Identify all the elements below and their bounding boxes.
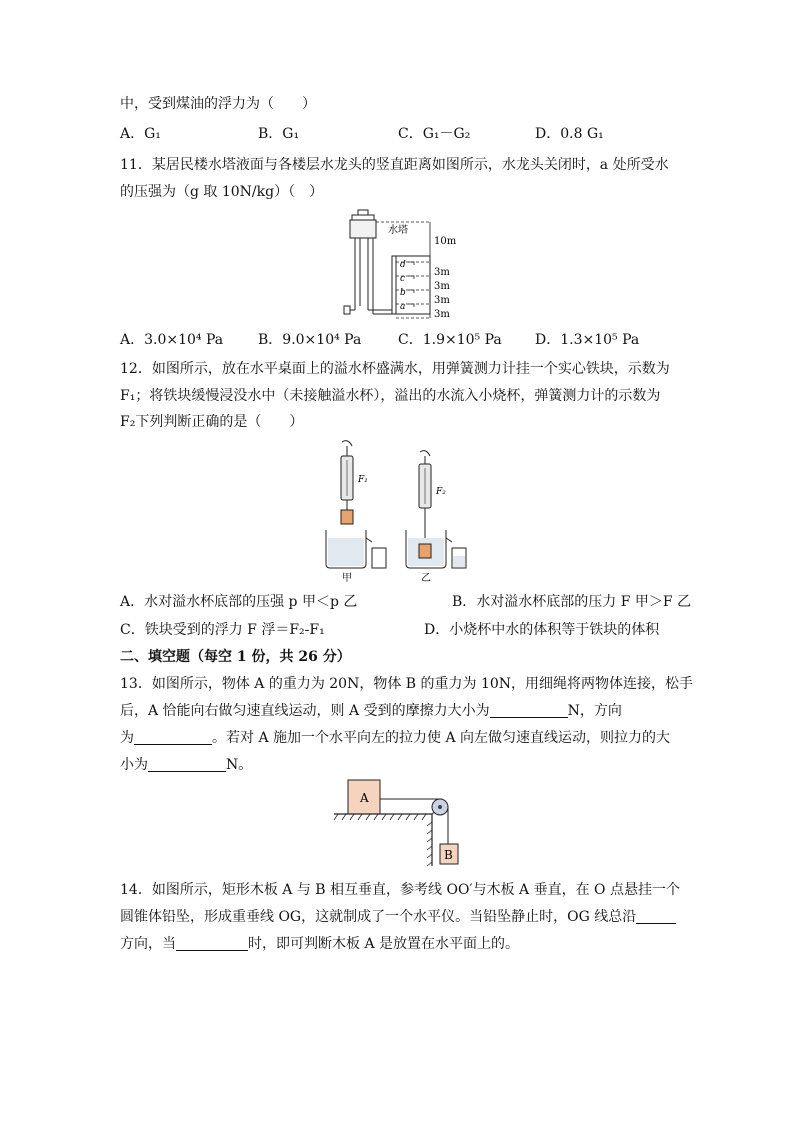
q14-stem-line3	[120, 934, 519, 954]
q12-option-a: A．水对溢水杯底部的压强 p 甲＜p 乙	[120, 594, 358, 610]
tower-label: 水塔	[388, 225, 408, 236]
dim-3m-3: 3m	[434, 295, 450, 306]
q14-direction-blank[interactable]	[636, 909, 676, 924]
iron-block-left	[341, 510, 353, 524]
q12-option-d: D．小烧杯中水的体积等于铁块的体积	[424, 622, 660, 638]
q13-stem-line1: 13．如图所示，物体 A 的重力为 20N，物体 B 的重力为 10N，用细绳将两物体连接，松手	[120, 676, 694, 692]
q14-line2-start: 圆锥体铅坠，形成重垂线 OG，这就制成了一个水平仪。当铅坠静止时，OG 线总沿	[120, 909, 637, 925]
dim-3m-1: 3m	[434, 267, 450, 278]
q13-stem-line2	[120, 701, 622, 721]
q13-line4-start: 小为	[120, 757, 148, 773]
q10-option-a: A．G₁	[120, 126, 161, 142]
q11-option-d: D．1.3×10⁵ Pa	[535, 332, 640, 348]
q13-line3-start: 为	[120, 730, 134, 746]
q11-stem-line1: 11．某居民楼水塔液面与各楼层水龙头的竖直距离如图所示，水龙头关闭时，a 处所受水	[120, 157, 669, 173]
q14-line3-start: 方向，当	[120, 936, 176, 952]
tank-cap	[358, 210, 368, 215]
q12-option-c: C．铁块受到的浮力 F 浮＝F₂-F₁	[120, 622, 325, 638]
q11-stem-line2: 的压强为（g 取 10N/kg）（ ）	[120, 184, 324, 200]
pulley-figure	[332, 778, 462, 868]
q10-option-d: D．0.8 G₁	[535, 126, 604, 142]
dim-3m-2: 3m	[434, 281, 450, 292]
dim-3m-4: 3m	[434, 309, 450, 320]
label-yi: 乙	[421, 573, 431, 584]
label-jia: 甲	[342, 573, 352, 584]
overflow-cup-figure	[320, 438, 480, 586]
q13-stem-line4	[120, 755, 252, 775]
q14-condition-blank[interactable]	[176, 936, 248, 951]
block-b-label: B	[444, 848, 453, 862]
outlet-valve	[344, 306, 350, 314]
q13-friction-blank[interactable]	[490, 703, 568, 718]
q10-option-c: C．G₁－G₂	[398, 126, 471, 142]
label-point-a: a	[400, 302, 406, 312]
q13-stem-line3	[120, 728, 670, 748]
q13-line2-start: 后，A 恰能向右做匀速直线运动，则 A 受到的摩擦力大小为	[120, 703, 490, 719]
q10-stem-continuation: 中，受到煤油的浮力为（ ）	[120, 96, 316, 112]
q13-line2-end: N，方向	[567, 703, 622, 719]
label-point-c: c	[400, 274, 406, 284]
q11-option-a: A．3.0×10⁴ Pa	[120, 332, 224, 348]
q11-option-c: C．1.9×10⁵ Pa	[398, 332, 502, 348]
label-f2: F₂	[436, 487, 446, 497]
tank-lid	[352, 215, 374, 220]
q12-option-b: B．水对溢水杯底部的压力 F 甲＞F 乙	[452, 594, 692, 610]
section-heading: 二、填空题（每空 1 份，共 26 分）	[120, 649, 351, 665]
iron-block-right	[419, 544, 431, 558]
q12-stem-line3: F₂下列判断正确的是（ ）	[120, 414, 304, 430]
q13-line4-end: N。	[226, 757, 253, 773]
q13-direction-blank[interactable]	[134, 730, 212, 745]
label-point-b: b	[400, 288, 406, 298]
q11-option-b: B．9.0×10⁴ Pa	[258, 332, 362, 348]
block-a-label: A	[360, 791, 369, 805]
tank-body	[350, 220, 376, 238]
dim-10m: 10m	[434, 236, 457, 247]
q14-stem-line1: 14．如图所示，矩形木板 A 与 B 相互垂直，参考线 OO′与木板 A 垂直，在 O 点悬挂一个	[120, 882, 680, 898]
q10-options	[120, 124, 680, 144]
q14-line3-end: 时，即可判断木板 A 是放置在水平面上的。	[248, 936, 520, 952]
q11-options	[120, 330, 680, 350]
small-beaker-left	[372, 548, 386, 568]
q13-line3-end: 。若对 A 施加一个水平向左的拉力使 A 向左做匀速直线运动，则拉力的大	[212, 730, 671, 746]
water-tower-figure	[338, 206, 468, 324]
building-frame	[392, 256, 430, 314]
label-point-d: d	[400, 260, 406, 270]
label-f1: F₁	[358, 475, 368, 485]
q12-stem-line1: 12．如图所示，放在水平桌面上的溢水杯盛满水，用弹簧测力计挂一个实心铁块，示数为	[120, 361, 670, 377]
q12-stem-line2: F₁；将铁块缓慢浸没水中（未接触溢水杯），溢出的水流入小烧杯，弹簧测力计的示数为	[120, 388, 661, 404]
q13-pull-force-blank[interactable]	[148, 757, 226, 772]
q10-option-b: B．G₁	[258, 126, 300, 142]
q14-stem-line2	[120, 907, 676, 927]
